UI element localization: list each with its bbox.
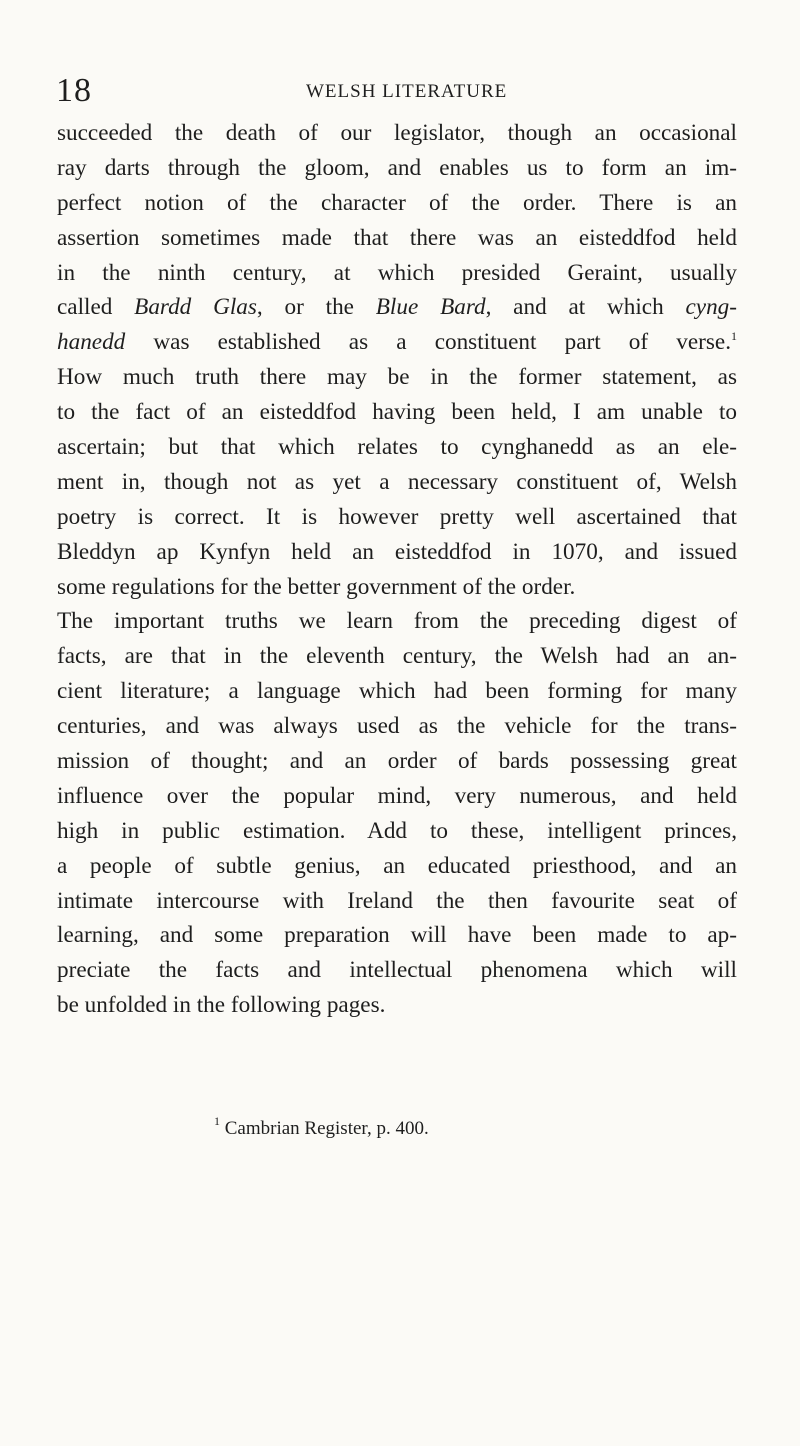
footnote-marker: 1 (214, 1114, 220, 1128)
text-line: ascertain; but that which relates to cynghanedd as an ele- (57, 434, 737, 461)
page-header (56, 68, 730, 108)
text-line: learning, and some preparation will have been made to ap- (57, 922, 737, 949)
page-number: 18 (56, 72, 92, 109)
footnote-text: Cambrian Register, p. 400. (220, 1118, 429, 1139)
text-line: ray darts through the gloom, and enables us to form an im- (57, 154, 737, 181)
text-run: called (57, 294, 135, 321)
text-line: preciate the facts and intellectual phenomena which will (57, 957, 737, 984)
text-line: cient literature; a language which had been forming for many (57, 678, 737, 705)
text-line: some regulations for the better government of the order. (57, 573, 576, 600)
text-line: succeeded the death of our legislator, though an occasional (57, 120, 737, 146)
body-text (57, 116, 737, 1023)
text-line: high in public estimation. Add to these, intelligent princes, (57, 817, 737, 844)
italic-term-bardd-glas: Bardd Glas (134, 294, 257, 321)
text-line (57, 325, 737, 360)
text-line: facts, are that in the eleventh century, the Welsh had an an- (57, 643, 737, 670)
text-line: to the fact of an eisteddfod having been held, I am unable to (57, 399, 737, 426)
text-run: was established as a constituent part of verse. (125, 329, 731, 356)
text-line: perfect notion of the character of the order. There is an (57, 189, 737, 216)
text-line: Bleddyn ap Kynfyn held an eisteddfod in 1070, and issued (57, 538, 737, 565)
text-line: poetry is correct. It is however pretty well ascertained that (57, 503, 737, 530)
text-line: intimate intercourse with Ireland the then favourite seat of (57, 887, 737, 914)
italic-term-cynghanedd-cont: hanedd (57, 329, 126, 356)
text-line: ment in, though not as yet a necessary constituent of, Welsh (57, 468, 737, 495)
footnote-reference: 1 (731, 329, 737, 344)
text-line (57, 290, 737, 325)
text-line: centuries, and was always used as the vehicle for the trans- (57, 713, 737, 740)
running-head: WELSH LITERATURE (306, 81, 508, 102)
text-line: mission of thought; and an order of bards possessing great (57, 748, 737, 775)
footnote (214, 1114, 429, 1140)
italic-term-blue-bard: Blue Bard (375, 294, 486, 321)
text-run: , and at which (485, 294, 686, 321)
italic-term-cynghanedd: cyng- (685, 294, 737, 321)
text-line: influence over the popular mind, very numerous, and held (57, 782, 737, 809)
text-line: be unfolded in the following pages. (57, 992, 386, 1019)
text-line: a people of subtle genius, an educated priesthood, and an (57, 852, 737, 879)
text-line: in the ninth century, at which presided Geraint, usually (57, 259, 737, 286)
text-line: assertion sometimes made that there was an eisteddfod held (57, 224, 737, 251)
text-line: The important truths we learn from the preceding digest of (57, 608, 737, 635)
text-line: How much truth there may be in the former statement, as (57, 364, 737, 391)
text-run: , or the (256, 294, 376, 321)
